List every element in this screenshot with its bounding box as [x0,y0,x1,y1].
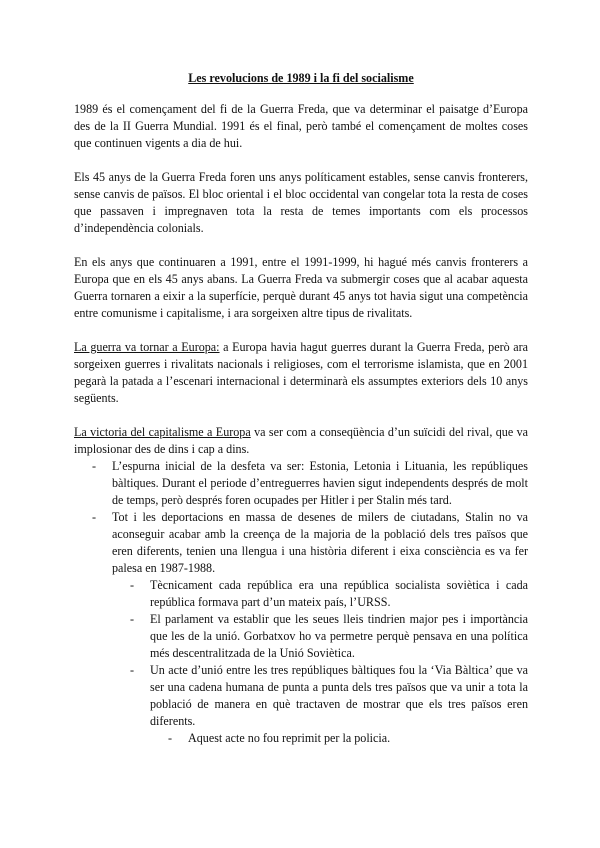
sub-list-item: - Tècnicament cada república era una república socialista soviètica i cada república formava part d’un mateix país, l’URSS. [150,577,528,611]
paragraph-war-returned [74,339,528,407]
sub-list-item [150,662,528,747]
sub-list [112,577,528,747]
sub-list-item: - El parlament va establir que les seues lleis tindrien major pes i importància que les de la unió. Gorbatxov ho va permetre perquè pensava en una política més descentralitzada de la Unió Soviètica. [150,611,528,662]
victory-section-heading: La victoria del capitalisme a Europa [74,425,251,439]
sub-sub-list [150,730,528,747]
war-section-heading: La guerra va tornar a Europa: [74,340,220,354]
war-section-text: a Europa havia hagut guerres durant la Guerra Freda, però ara sorgeixen guerres i rivalitats nacionals i religioses, com el terrorisme islamista, que en 2001 pegarà la patada a l’escenari internacional i determinarà els assumptes exteriors dels 10 anys següents. [74,340,529,405]
list-item [112,509,528,747]
document-page [74,70,528,747]
list-item-text: Tot i les deportacions en massa de desenes de milers de ciutadans, Stalin no va aconseguir acabar amb la creença de la majoria de la població dels tres països que eren diferents, tenien una llengua i una història diferent i eixa consciència es va fer palesa en 1987-1988. [112,510,528,575]
list-item: - L’espurna inicial de la desfeta va ser: Estonia, Letonia i Lituania, les repúbliques bàltiques. Durant el periode d’entreguerres havien sigut independents després de molt de temps, però després foren ocupades per Hitler i per Stalin més tard. [112,458,528,509]
sub-sub-list-item: - Aquest acte no fou reprimit per la policia. [188,730,528,747]
paragraph-intro: 1989 és el començament del fi de la Guerra Freda, que va determinar el paisatge d’Europa des de la II Guerra Mundial. 1991 és el final, però també el començament de moltes coses que continuen vigents a dia de hui. [74,102,528,150]
victory-section-intro [74,424,528,458]
victory-section [74,424,528,747]
document-title: Les revolucions de 1989 i la fi del socialisme [188,71,414,85]
victory-list [74,458,528,747]
victory-section-text: va ser com a conseqüència d’un suïcidi del rival, que va implosionar des de dins i cap a dins. [74,425,528,456]
paragraph-cold-war: Els 45 anys de la Guerra Freda foren uns anys políticament estables, sense canvis fronterers, sense canvis de països. El bloc oriental i el bloc occidental van congelar tota la resta de coses que passaven i impregnaven tota la resta de temes importants com els processos d’independència colonials. [74,170,528,235]
paragraph-border-changes: En els anys que continuaren a 1991, entre el 1991-1999, hi hagué més canvis fronterers a Europa que en els 45 anys abans. La Guerra Freda va submergir coses que al acabar aquesta Guerra tornaren a eixir a la superfície, perquè durant 45 anys tot havia sigut una competència entre comunisme i capitalisme, i ara sorgeixen altre tipus de rivalitats. [74,255,528,320]
sub-list-item-text: Un acte d’unió entre les tres repúbliques bàltiques fou la ‘Via Bàltica’ que va ser una cadena humana de punta a punta dels tres països que va unir a tota la població de manera en què tractaven de mostrar que els tres països eren diferents. [150,663,528,728]
